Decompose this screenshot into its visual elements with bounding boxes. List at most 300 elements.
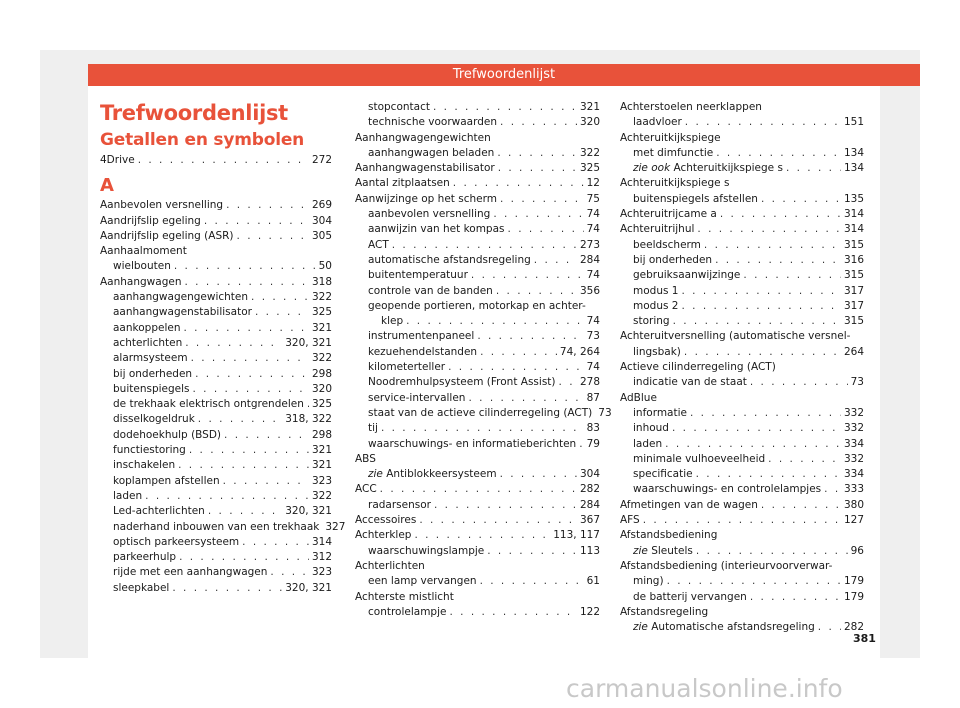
index-page <box>88 86 880 658</box>
entry-term: Achterklep <box>355 529 412 542</box>
page-reference: 327 <box>325 520 346 533</box>
index-heading: Aanhangwagengewichten <box>355 131 491 144</box>
entry-term: AFS <box>620 514 640 527</box>
dot-leader <box>208 504 282 519</box>
dot-leader <box>704 238 841 253</box>
page-reference: 322 <box>311 291 332 304</box>
entry-term: de trekhaak elektrisch ontgrendelen <box>113 398 304 411</box>
index-entry <box>620 452 864 467</box>
index-entry <box>100 550 332 565</box>
entry-term: lingsbak) <box>633 345 681 358</box>
index-entry <box>620 207 864 222</box>
page-reference: 321 <box>311 444 332 457</box>
page-reference: 332 <box>843 452 864 465</box>
entry-term: optisch parkeersysteem <box>113 535 240 548</box>
entry-term: koplampen afstellen <box>113 474 220 487</box>
page-reference: 73 <box>850 376 864 389</box>
dot-leader <box>255 305 309 320</box>
index-entry <box>100 336 332 351</box>
dot-leader <box>193 382 309 397</box>
page-reference: 74 <box>586 315 600 328</box>
page-reference: 318 <box>311 275 332 288</box>
page-reference: 87 <box>586 391 600 404</box>
page-reference: 278 <box>579 376 600 389</box>
index-entry <box>100 504 332 519</box>
page-reference: 134 <box>843 146 864 159</box>
dot-leader <box>716 146 841 161</box>
index-entry <box>620 268 864 283</box>
dot-leader <box>673 314 841 329</box>
dot-leader <box>508 222 584 237</box>
index-entry <box>620 590 864 605</box>
dot-leader <box>480 574 584 589</box>
entry-term: bij onderheden <box>633 253 713 266</box>
index-heading: Afstandsbediening <box>620 529 718 542</box>
index-heading: Afstandsbediening (interieurvoorverwar- <box>620 559 833 572</box>
dot-leader <box>251 290 309 305</box>
page-reference: 298 <box>311 428 332 441</box>
dot-leader <box>480 345 557 360</box>
dot-leader <box>380 482 577 497</box>
entry-term: laadvloer <box>633 116 682 129</box>
page-reference: 332 <box>843 406 864 419</box>
dot-leader <box>681 284 840 299</box>
entry-term: sleepkabel <box>113 581 170 594</box>
dot-leader <box>179 550 309 565</box>
index-entry <box>355 329 600 344</box>
index-heading: Aanhaalmoment <box>100 245 187 258</box>
entry-term: kezuehendelstanden <box>368 345 478 358</box>
index-heading: Achterlichten <box>355 559 425 572</box>
entry-term: buitenspiegels afstellen <box>633 192 758 205</box>
index-entry <box>355 528 600 543</box>
dot-leader <box>500 115 577 130</box>
dot-leader <box>743 268 841 283</box>
index-column-1 <box>100 100 346 596</box>
dot-leader <box>493 207 583 222</box>
index-entry <box>355 482 600 497</box>
page-reference: 315 <box>843 238 864 251</box>
page-reference: 318, 322 <box>285 413 332 426</box>
index-heading: geopende portieren, motorkap en achter- <box>368 299 586 312</box>
entry-term: waarschuwingslampje <box>368 544 485 557</box>
page-reference: 73 <box>598 406 612 419</box>
index-entry <box>100 458 332 473</box>
index-entry <box>100 321 332 336</box>
index-entry <box>620 222 864 237</box>
index-entry <box>620 467 864 482</box>
index-heading: Achterstoelen neerklappen <box>620 101 762 113</box>
entry-term: waarschuwings- en controlelampjes <box>633 483 822 496</box>
entry-term: Aantal zitplaatsen <box>355 177 450 190</box>
index-entry <box>355 253 600 268</box>
dot-leader <box>471 268 584 283</box>
page-reference: 333 <box>843 483 864 496</box>
page-reference: 135 <box>843 192 864 205</box>
page-reference: 314 <box>843 208 864 221</box>
page-reference: 325 <box>311 398 332 411</box>
page-reference: 298 <box>311 367 332 380</box>
entry-term: functiestoring <box>113 444 186 457</box>
index-entry <box>355 406 612 421</box>
entry-term: disselkogeldruk <box>113 413 195 426</box>
index-entry <box>355 268 600 283</box>
entry-term: achterlichten <box>113 336 183 349</box>
dot-leader <box>643 513 841 528</box>
entry-term: technische voorwaarden <box>368 116 498 129</box>
entry-term: naderhand inbouwen van een trekhaak <box>113 520 320 533</box>
dot-leader <box>684 345 841 360</box>
entry-term: een lamp vervangen <box>368 575 477 588</box>
entry-term: laden <box>113 489 143 502</box>
page-reference: 284 <box>579 498 600 511</box>
dot-leader <box>184 275 308 290</box>
dot-leader <box>786 161 841 176</box>
entry-term: instrumentenpaneel <box>368 330 475 343</box>
index-entry <box>620 161 864 176</box>
dot-leader <box>761 192 841 207</box>
index-entry <box>620 375 864 390</box>
index-entry <box>355 467 600 482</box>
index-heading: Achteruitversnelling (automatische versnel- <box>620 330 851 343</box>
dot-leader <box>685 115 841 130</box>
entry-term: radarsensor <box>368 498 431 511</box>
entry-list <box>355 100 612 620</box>
index-entry <box>355 437 600 452</box>
dot-leader <box>667 574 841 589</box>
index-entry <box>355 544 600 559</box>
page-reference: 320, 321 <box>285 581 332 594</box>
index-entry <box>620 299 864 314</box>
dot-leader <box>406 314 584 329</box>
entry-term: rijde met een aanhangwagen <box>113 566 268 579</box>
index-entry <box>620 345 864 360</box>
page-reference: 96 <box>850 544 864 557</box>
dot-leader <box>487 544 577 559</box>
entry-term: controlelampje <box>368 605 447 618</box>
page-reference: 320, 321 <box>285 336 332 349</box>
dot-leader <box>715 253 841 268</box>
index-entry <box>100 229 332 244</box>
index-entry <box>620 253 864 268</box>
index-entry <box>355 100 600 115</box>
dot-leader <box>579 437 583 452</box>
dot-leader <box>697 222 841 237</box>
dot-leader <box>720 207 841 222</box>
page-reference: 367 <box>579 514 600 527</box>
entry-term: klep <box>381 315 404 328</box>
entry-term: staat van de actieve cilinderregeling (ACT) <box>368 406 593 419</box>
entry-term: met dimfunctie <box>633 146 714 159</box>
dot-leader <box>477 329 583 344</box>
index-entry <box>620 192 864 207</box>
page-reference: 73 <box>586 330 600 343</box>
page-reference: 321 <box>311 459 332 472</box>
entry-term: aankoppelen <box>113 321 181 334</box>
entry-term: stopcontact <box>368 101 430 113</box>
index-entry <box>355 192 600 207</box>
entry-term: inschakelen <box>113 459 176 472</box>
page-reference: 320 <box>579 116 600 129</box>
dot-leader <box>496 284 577 299</box>
section-title: Getallen en symbolen <box>100 130 305 150</box>
entry-term: Afmetingen van de wagen <box>620 498 758 511</box>
dot-leader <box>434 498 577 513</box>
dot-leader <box>172 581 282 596</box>
page-reference: 122 <box>579 605 600 618</box>
index-entry <box>100 428 332 443</box>
dot-leader <box>414 528 550 543</box>
index-entry <box>100 397 332 412</box>
index-entry <box>355 222 600 237</box>
page-reference: 74, 264 <box>559 345 600 358</box>
index-entry <box>100 214 332 229</box>
dot-leader <box>189 443 309 458</box>
dot-leader <box>145 489 309 504</box>
index-entry <box>355 375 600 390</box>
entry-term: automatische afstandsregeling <box>368 253 531 266</box>
dot-leader <box>498 161 577 176</box>
page-reference: 314 <box>311 535 332 548</box>
page-reference: 269 <box>311 199 332 212</box>
page-reference: 83 <box>586 422 600 435</box>
index-entry <box>620 146 864 161</box>
index-heading: Achterste mistlicht <box>355 590 454 603</box>
dot-leader <box>185 336 282 351</box>
entry-term: Aanhangwagen <box>100 275 182 288</box>
index-entry <box>355 345 600 360</box>
index-entry <box>100 412 332 427</box>
page-reference: 320 <box>311 382 332 395</box>
dot-leader <box>750 590 841 605</box>
entry-term: zie Sleutels <box>633 544 693 557</box>
entry-term: 4Drive <box>100 154 135 166</box>
entry-term: aanhangwagenstabilisator <box>113 306 252 319</box>
page-reference: 273 <box>579 238 600 251</box>
dot-leader <box>761 498 841 513</box>
page-title: Trefwoordenlijst <box>100 101 288 125</box>
dot-leader <box>449 605 576 620</box>
index-heading: Achteruitkijkspiege <box>620 131 721 144</box>
page-reference: 322 <box>579 146 600 159</box>
entry-term: ACC <box>355 483 377 496</box>
entry-term: buitenspiegels <box>113 382 190 395</box>
dot-leader <box>500 192 584 207</box>
entry-term: zie ook Achteruitkijkspiege s <box>633 162 783 175</box>
dot-leader <box>242 535 309 550</box>
page-reference: 325 <box>311 306 332 319</box>
entry-term: Accessoires <box>355 514 417 527</box>
entry-term: Aandrijfslip egeling <box>100 214 201 227</box>
entry-term: modus 2 <box>633 299 679 312</box>
dot-leader <box>696 544 848 559</box>
entry-term: minimale vulhoeveelheid <box>633 452 766 465</box>
page-reference: 113, 117 <box>553 529 600 542</box>
watermark-text: carmanualsonline.info <box>566 674 843 703</box>
running-header: Trefwoordenlijst <box>88 64 920 86</box>
entry-term: Achteruitrijhul <box>620 223 695 236</box>
entry-term: tij <box>368 422 378 435</box>
page-reference: 74 <box>586 208 600 221</box>
index-heading: Afstandsregeling <box>620 605 709 618</box>
page-reference: 321 <box>579 101 600 113</box>
page-reference: 282 <box>843 621 864 634</box>
dot-leader <box>500 467 577 482</box>
index-entry <box>100 581 332 596</box>
index-entry <box>100 275 332 290</box>
page-reference: 75 <box>586 192 600 205</box>
index-entry <box>100 153 332 168</box>
dot-leader <box>818 620 841 635</box>
index-entry <box>355 421 600 436</box>
index-entry <box>100 198 332 213</box>
entry-term: de batterij vervangen <box>633 590 747 603</box>
index-entry <box>100 520 346 535</box>
entry-term: ming) <box>633 575 664 588</box>
page-number: 381 <box>853 632 876 645</box>
index-entry <box>100 382 332 397</box>
dot-leader <box>468 391 583 406</box>
index-entry <box>355 574 600 589</box>
entry-term: zie Automatische afstandsregeling <box>633 621 815 634</box>
index-entry <box>355 176 600 191</box>
dot-leader <box>453 176 584 191</box>
page-reference: 61 <box>586 575 600 588</box>
dot-leader <box>195 367 309 382</box>
dot-leader <box>178 458 309 473</box>
page-reference: 304 <box>311 214 332 227</box>
dot-leader <box>824 482 841 497</box>
dot-leader <box>270 565 309 580</box>
index-entry <box>620 620 864 635</box>
page-reference: 334 <box>843 437 864 450</box>
dot-leader <box>174 259 316 274</box>
entry-term: Aanbevolen versnelling <box>100 199 224 212</box>
index-entry <box>355 161 600 176</box>
index-heading: Actieve cilinderregeling (ACT) <box>620 361 776 374</box>
dot-leader <box>690 406 841 421</box>
page-reference: 50 <box>318 260 332 273</box>
page-reference: 315 <box>843 315 864 328</box>
index-entry <box>100 565 332 580</box>
index-entry <box>100 474 332 489</box>
page-reference: 322 <box>311 489 332 502</box>
index-entry <box>620 544 864 559</box>
index-entry <box>620 115 864 130</box>
page-reference: 332 <box>843 422 864 435</box>
index-entry <box>355 360 600 375</box>
index-entry <box>620 498 864 513</box>
index-entry <box>355 314 600 329</box>
entry-term: dodehoekhulp (BSD) <box>113 428 222 441</box>
page-reference: 284 <box>579 253 600 266</box>
page-reference: 12 <box>586 177 600 190</box>
index-entry <box>355 146 600 161</box>
dot-leader <box>559 375 577 390</box>
page-reference: 304 <box>579 468 600 481</box>
page-reference: 74 <box>586 361 600 374</box>
entry-term: aanhangwagengewichten <box>113 291 249 304</box>
page-reference: 380 <box>843 498 864 511</box>
page-reference: 316 <box>843 253 864 266</box>
index-entry <box>355 238 600 253</box>
index-entry <box>620 482 864 497</box>
index-entry <box>355 391 600 406</box>
page-reference: 179 <box>843 575 864 588</box>
dot-leader <box>204 214 309 229</box>
index-entry <box>355 284 600 299</box>
entry-term: wielbouten <box>113 260 171 273</box>
entry-term: gebruiksaanwijzinge <box>633 269 741 282</box>
index-entry <box>620 238 864 253</box>
page-reference: 79 <box>586 437 600 450</box>
entry-term: laden <box>633 437 663 450</box>
page-reference: 317 <box>843 284 864 297</box>
entry-term: Aandrijfslip egeling (ASR) <box>100 229 234 242</box>
page-reference: 179 <box>843 590 864 603</box>
index-heading: Achteruitkijkspiege s <box>620 177 730 190</box>
entry-term: informatie <box>633 406 687 419</box>
dot-leader <box>665 437 841 452</box>
index-letter: A <box>100 175 114 197</box>
entry-term: inhoud <box>633 422 669 435</box>
entry-term: service-intervallen <box>368 391 466 404</box>
index-entry <box>620 437 864 452</box>
index-column-2 <box>355 100 612 620</box>
index-entry <box>100 259 332 274</box>
page-reference: 321 <box>311 321 332 334</box>
page-reference: 314 <box>843 223 864 236</box>
entry-term: buitentemperatuur <box>368 269 468 282</box>
entry-list <box>100 153 346 596</box>
dot-leader <box>224 428 309 443</box>
index-entry <box>620 406 864 421</box>
entry-term: ACT <box>368 238 389 251</box>
entry-term: aanbevolen versnelling <box>368 208 491 221</box>
entry-term: parkeerhulp <box>113 551 177 564</box>
page-reference: 312 <box>311 551 332 564</box>
entry-term: alarmsysteem <box>113 352 188 365</box>
dot-leader <box>191 351 309 366</box>
entry-term: aanwijzin van het kompas <box>368 223 505 236</box>
index-entry <box>355 513 600 528</box>
dot-leader <box>307 397 309 412</box>
index-entry <box>620 284 864 299</box>
entry-term: modus 1 <box>633 284 679 297</box>
dot-leader <box>448 360 584 375</box>
page-reference: 315 <box>843 269 864 282</box>
page-reference: 334 <box>843 468 864 481</box>
entry-term: Aanwijzinge op het scherm <box>355 192 497 205</box>
index-entry <box>100 535 332 550</box>
page-reference: 322 <box>311 352 332 365</box>
entry-term: zie Antiblokkeersysteem <box>368 468 497 481</box>
dot-leader <box>696 467 841 482</box>
entry-term: waarschuwings- en informatieberichten <box>368 437 577 450</box>
page-reference: 323 <box>311 566 332 579</box>
dot-leader <box>223 474 309 489</box>
entry-term: Noodremhulpsysteem (Front Assist) <box>368 376 556 389</box>
dot-leader <box>534 253 577 268</box>
dot-leader <box>433 100 577 115</box>
index-entry <box>100 290 332 305</box>
entry-term: Aanhangwagenstabilisator <box>355 162 495 175</box>
index-entry <box>355 498 600 513</box>
index-entry <box>620 513 864 528</box>
page-reference: 113 <box>579 544 600 557</box>
dot-leader <box>381 421 584 436</box>
page-reference: 282 <box>579 483 600 496</box>
